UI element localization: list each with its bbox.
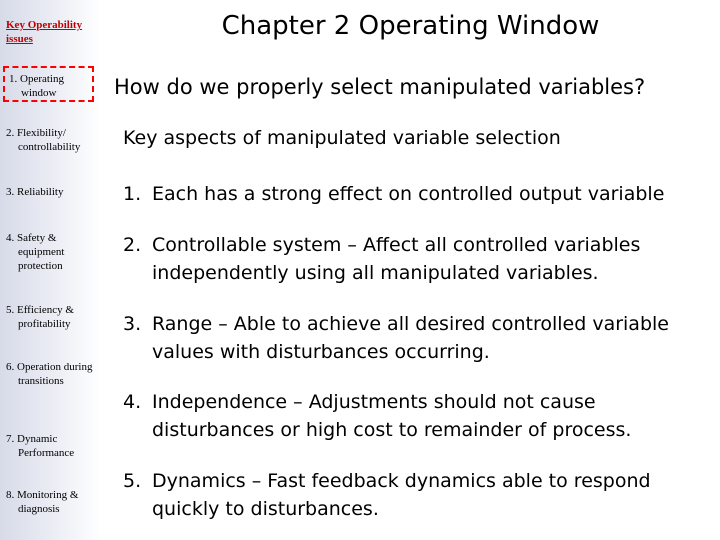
sidebar-item-dynamic-performance[interactable] [6,432,110,460]
sidebar-item-operating-window[interactable] [3,66,94,102]
sidebar-item-number: 2. [6,127,15,139]
point-number: 5. [123,470,142,492]
sidebar-item-label: Flexibility/ controllability [17,127,81,153]
point-text: Range – Able to achieve all desired controlled variable values with disturbances occurring. [152,313,669,363]
point-text: Controllable system – Affect all controlled variables independently using all manipulated variables. [152,234,641,284]
slide-title: Chapter 2 Operating Window [221,11,600,41]
point-number: 2. [123,234,142,256]
sidebar-item-label: Reliability [17,186,64,198]
sidebar-item-transitions[interactable] [6,360,98,388]
point-text: Independence – Adjustments should not cause disturbances or high cost to remainder of process. [152,391,632,441]
sidebar-item-reliability[interactable] [6,185,110,199]
sidebar-item-number: 5. [6,304,15,316]
point-text: Dynamics – Fast feedback dynamics able to respond quickly to disturbances. [152,470,651,520]
slide-subheading: Key aspects of manipulated variable selection [123,127,561,149]
sidebar-item-number: 3. [6,186,15,198]
sidebar-item-label: Monitoring & diagnosis [17,489,79,515]
sidebar-item-number: 1. [9,73,18,85]
sidebar-item-label: Dynamic Performance [17,433,75,459]
sidebar-item-flexibility[interactable] [6,126,110,154]
sidebar-item-number: 7. [6,433,15,445]
sidebar-item-safety[interactable] [6,231,102,273]
point-number: 3. [123,313,142,335]
sidebar-item-number: 6. [6,361,15,373]
sidebar-title-label: Key Operability issues [6,19,83,45]
sidebar-item-monitoring[interactable] [6,488,110,516]
point-strong-effect [123,180,713,208]
point-number: 4. [123,391,142,413]
sidebar-item-efficiency[interactable] [6,303,110,331]
sidebar-item-label: Efficiency & profitability [17,304,74,330]
point-text: Each has a strong effect on controlled output variable [152,183,665,205]
point-controllable-system [123,231,713,287]
point-dynamics [123,467,713,523]
point-number: 1. [123,183,142,205]
sidebar-item-label: Operation during transitions [17,361,93,387]
sidebar-item-number: 4. [6,232,15,244]
sidebar-item-label: Operating window [20,73,64,99]
point-range [123,310,713,366]
point-independence [123,388,713,444]
sidebar-item-number: 8. [6,489,15,501]
sidebar-item-label: Safety & equipment protection [17,232,65,272]
slide-question: How do we properly select manipulated variables? [114,75,646,99]
operability-sidebar [0,0,101,540]
sidebar-title-link[interactable] [6,18,94,46]
